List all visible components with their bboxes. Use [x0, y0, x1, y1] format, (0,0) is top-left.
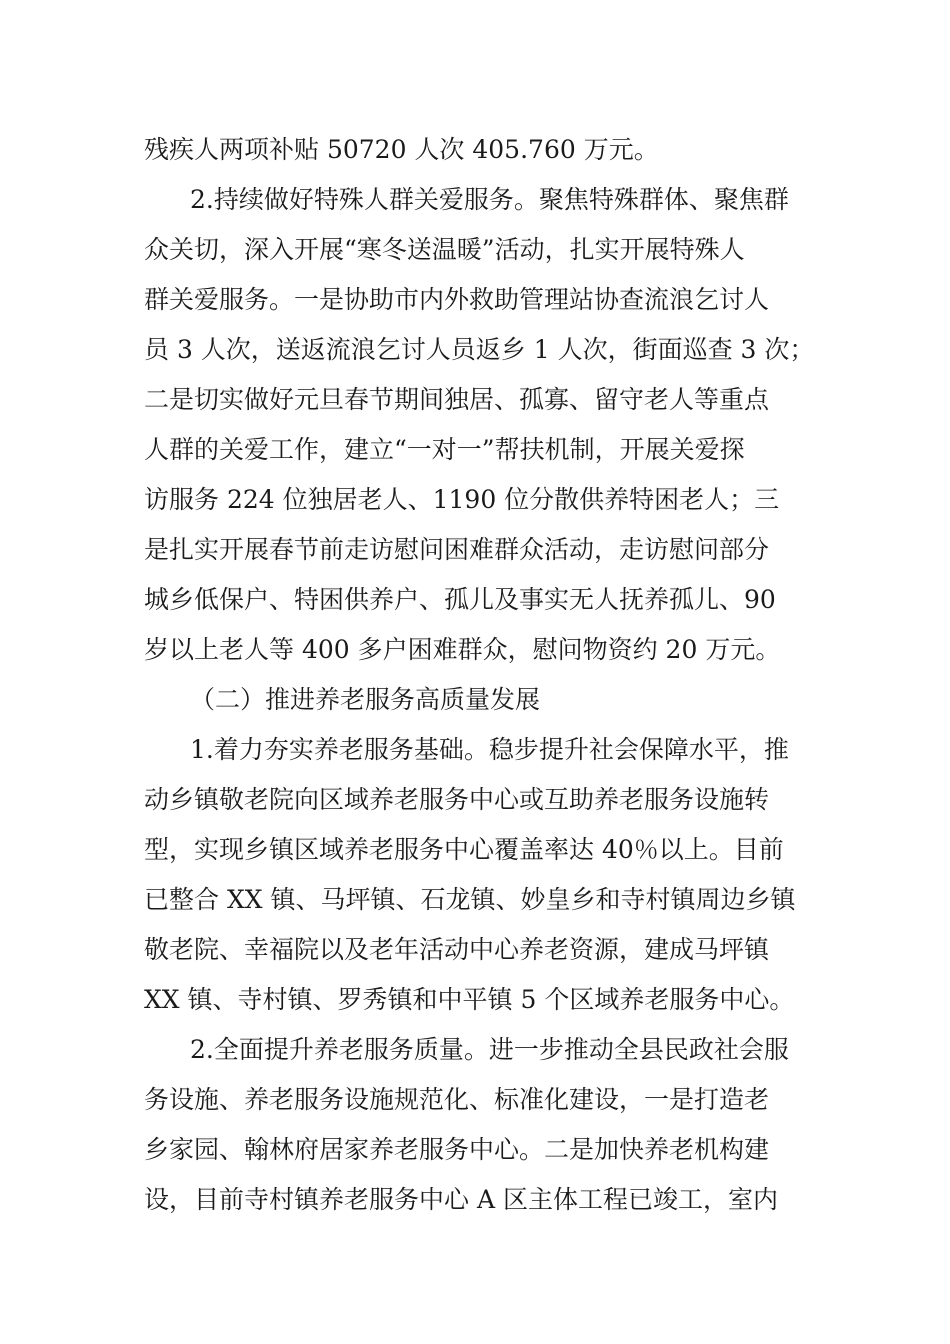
text-line: 众关切，深入开展“寒冬送温暖”活动，扎实开展特殊人: [144, 235, 745, 264]
text-line: 岁以上老人等 400 多户困难群众，慰问物资约 20 万元。: [144, 635, 781, 664]
text-line: 已整合 XX 镇、马坪镇、石龙镇、妙皇乡和寺村镇周边乡镇: [144, 885, 796, 914]
paragraph-start: 2.全面提升养老服务质量。进一步推动全县民政社会服: [190, 1035, 789, 1064]
text-line: 员 3 人次，送返流浪乞讨人员返乡 1 人次，街面巡查 3 次；: [144, 335, 815, 364]
section-heading: （二）推进养老服务高质量发展: [190, 685, 541, 714]
text-line: 群关爱服务。一是协助市内外救助管理站协查流浪乞讨人: [144, 285, 770, 314]
text-line: 乡家园、翰林府居家养老服务中心。二是加快养老机构建: [144, 1135, 770, 1164]
paragraph-start: 1.着力夯实养老服务基础。稳步提升社会保障水平，推: [190, 735, 789, 764]
text-line: 是扎实开展春节前走访慰问困难群众活动，走访慰问部分: [144, 535, 770, 564]
text-line: 人群的关爱工作，建立“一对一”帮扶机制，开展关爱探: [144, 435, 745, 464]
text-line: 残疾人两项补贴 50720 人次 405.760 万元。: [144, 135, 659, 164]
text-line: 城乡低保户、特困供养户、孤儿及事实无人抚养孤儿、90: [144, 585, 776, 614]
text-line: 二是切实做好元旦春节期间独居、孤寡、留守老人等重点: [144, 385, 770, 414]
text-line: 敬老院、幸福院以及老年活动中心养老资源，建成马坪镇: [144, 935, 770, 964]
text-line: 访服务 224 位独居老人、1190 位分散供养特困老人；三: [144, 485, 780, 514]
text-line: 型，实现乡镇区域养老服务中心覆盖率达 40％以上。目前: [144, 835, 784, 864]
text-line: 动乡镇敬老院向区域养老服务中心或互助养老服务设施转: [144, 785, 770, 814]
text-line: 务设施、养老服务设施规范化、标准化建设，一是打造老: [144, 1085, 770, 1114]
paragraph-start: 2.持续做好特殊人群关爱服务。聚焦特殊群体、聚焦群: [190, 185, 789, 214]
text-line: XX 镇、寺村镇、罗秀镇和中平镇 5 个区域养老服务中心。: [144, 985, 795, 1014]
text-line: 设，目前寺村镇养老服务中心 A 区主体工程已竣工，室内: [144, 1185, 778, 1214]
